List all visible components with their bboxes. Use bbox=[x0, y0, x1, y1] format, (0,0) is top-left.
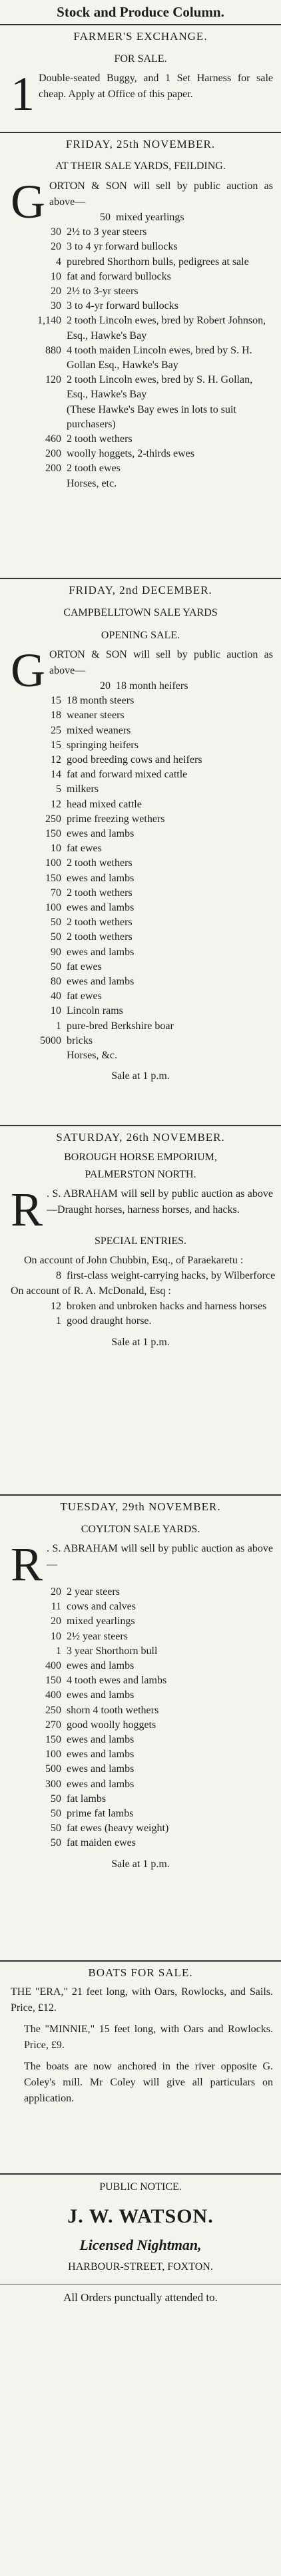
item-description: springing heifers bbox=[67, 739, 139, 751]
item-quantity: 20 bbox=[51, 1586, 61, 1598]
coylton-sale-time: Sale at 1 p.m. bbox=[111, 1858, 170, 1870]
item-quantity: 30 bbox=[51, 300, 61, 312]
boats-para-2: The "MINNIE," 15 feet long, with Oars and Rowlocks. Price, £9. bbox=[24, 2024, 273, 2051]
feilding-sale-ad bbox=[0, 132, 281, 578]
list-item bbox=[0, 1836, 281, 1850]
item-quantity: 50 bbox=[51, 931, 61, 943]
notice-trade: Licensed Nightman, bbox=[79, 2237, 202, 2253]
item-description: Horses, etc. bbox=[67, 477, 117, 489]
list-item bbox=[0, 1659, 281, 1673]
list-item bbox=[0, 930, 281, 945]
borough-items-2 bbox=[0, 1299, 281, 1329]
item-quantity: 5000 bbox=[40, 1034, 61, 1046]
item-description: mixed weaners bbox=[67, 724, 131, 736]
coylton-intro: . S. ABRAHAM will sell by public auction as above— bbox=[47, 1543, 273, 1570]
item-quantity: 100 bbox=[45, 857, 61, 869]
item-description: 2 tooth wethers bbox=[67, 887, 133, 899]
item-quantity bbox=[0, 403, 67, 432]
item-quantity: 1 bbox=[56, 1645, 61, 1657]
item-description: head mixed cattle bbox=[67, 798, 142, 810]
list-item bbox=[0, 343, 281, 373]
list-item bbox=[0, 477, 281, 491]
notice-heading: PUBLIC NOTICE. bbox=[99, 2181, 182, 2193]
farmers-body bbox=[0, 67, 281, 120]
item-quantity: 20 bbox=[100, 680, 111, 692]
farmers-heading: FARMER'S EXCHANGE. bbox=[73, 30, 208, 43]
item-quantity: 4 bbox=[56, 256, 61, 268]
item-description: ewes and lambs bbox=[67, 1689, 135, 1701]
item-description: Lincoln rams bbox=[67, 1005, 123, 1017]
list-item bbox=[0, 447, 281, 461]
list-item bbox=[0, 1703, 281, 1718]
campbelltown-sale-ad bbox=[0, 578, 281, 1125]
list-item bbox=[0, 1673, 281, 1688]
item-quantity: 90 bbox=[51, 946, 61, 958]
list-item bbox=[0, 989, 281, 1004]
list-item bbox=[0, 1034, 281, 1048]
item-quantity: 500 bbox=[45, 1763, 61, 1775]
list-item bbox=[49, 210, 281, 225]
borough-sale-ad bbox=[0, 1125, 281, 1494]
boats-para-3: The boats are now anchored in the river opposite G. Coley's mill. Mr Coley will give all particulars on application. bbox=[24, 2061, 273, 2104]
campbelltown-drop-cap: G bbox=[11, 644, 45, 697]
notice-footer: All Orders punctually attended to. bbox=[63, 2291, 218, 2304]
item-quantity: 5 bbox=[56, 783, 61, 795]
list-item bbox=[0, 284, 281, 299]
coylton-place: COYLTON SALE YARDS. bbox=[81, 1524, 200, 1535]
item-description: mixed yearlings bbox=[116, 212, 184, 223]
item-description: bricks bbox=[67, 1034, 93, 1046]
list-item bbox=[0, 1299, 281, 1314]
borough-place-1: BOROUGH HORSE EMPORIUM, bbox=[64, 1152, 217, 1163]
item-description: 4 tooth ewes and lambs bbox=[67, 1675, 167, 1687]
farmers-exchange-ad bbox=[0, 24, 281, 132]
list-item bbox=[0, 1688, 281, 1703]
item-quantity: 50 bbox=[51, 961, 61, 972]
list-item bbox=[0, 1004, 281, 1018]
item-description: 2 tooth wethers bbox=[67, 917, 133, 929]
feilding-date: FRIDAY, 25th NOVEMBER. bbox=[65, 138, 216, 150]
item-quantity: 20 bbox=[51, 286, 61, 298]
borough-account-1: On account of John Chubbin, Esq., of Paraekaretu : bbox=[24, 1255, 244, 1266]
item-description: 3 to 4-yr forward bullocks bbox=[67, 300, 178, 312]
item-quantity: 200 bbox=[45, 448, 61, 460]
list-item bbox=[0, 1629, 281, 1644]
item-quantity: 12 bbox=[51, 1301, 61, 1313]
item-quantity: 1 bbox=[56, 1315, 61, 1327]
item-description: 2 tooth wethers bbox=[67, 857, 133, 869]
item-description: 2 tooth wethers bbox=[67, 433, 133, 445]
list-item bbox=[0, 694, 281, 708]
borough-drop-cap: R bbox=[11, 1183, 43, 1236]
list-item bbox=[0, 314, 281, 343]
item-description: ewes and lambs bbox=[67, 902, 135, 914]
list-item bbox=[0, 871, 281, 886]
campbelltown-intro: ORTON & SON will sell by public auction as above— bbox=[49, 649, 273, 676]
list-item bbox=[0, 767, 281, 782]
item-quantity: 880 bbox=[45, 344, 61, 356]
item-quantity: 8 bbox=[56, 1270, 61, 1281]
list-item bbox=[0, 1762, 281, 1777]
coylton-intro-block bbox=[0, 1538, 281, 1591]
item-description: first-class weight-carrying hacks, by Wilberforce bbox=[67, 1270, 276, 1281]
list-item bbox=[0, 797, 281, 812]
item-quantity: 150 bbox=[45, 872, 61, 884]
item-quantity: 250 bbox=[45, 813, 61, 825]
item-quantity: 100 bbox=[45, 902, 61, 914]
list-item bbox=[0, 225, 281, 240]
list-item bbox=[0, 1644, 281, 1659]
item-quantity: 20 bbox=[51, 1615, 61, 1627]
item-description: 2½ year steers bbox=[67, 1630, 128, 1642]
item-quantity: 14 bbox=[51, 769, 61, 781]
item-description: ewes and lambs bbox=[67, 976, 135, 988]
item-description: 2 tooth wethers bbox=[67, 931, 133, 943]
item-quantity: 12 bbox=[51, 754, 61, 766]
item-description: fat and forward mixed cattle bbox=[67, 769, 188, 781]
boats-ad bbox=[0, 1960, 281, 2173]
item-quantity: 150 bbox=[45, 1734, 61, 1746]
coylton-drop-cap: R bbox=[11, 1538, 43, 1591]
item-description: 3 to 4 yr forward bullocks bbox=[67, 241, 178, 253]
list-item bbox=[0, 270, 281, 284]
list-item bbox=[0, 403, 281, 432]
borough-special: SPECIAL ENTRIES. bbox=[94, 1235, 187, 1247]
list-item bbox=[0, 240, 281, 254]
item-quantity: 10 bbox=[51, 843, 61, 855]
item-quantity bbox=[0, 1048, 67, 1063]
list-item bbox=[0, 724, 281, 738]
borough-date: SATURDAY, 26th NOVEMBER. bbox=[56, 1131, 225, 1144]
list-item bbox=[0, 856, 281, 871]
item-description: Horses, &c. bbox=[67, 1050, 117, 1062]
boats-para-1: THE "ERA," 21 feet long, with Oars, Rowlocks, and Sails. Price, £12. bbox=[11, 1986, 273, 2014]
list-item bbox=[0, 753, 281, 767]
column-title: Stock and Produce Column. bbox=[57, 4, 224, 20]
item-description: ewes and lambs bbox=[67, 1660, 135, 1672]
list-item bbox=[0, 1614, 281, 1629]
item-quantity: 15 bbox=[51, 695, 61, 707]
item-quantity: 270 bbox=[45, 1719, 61, 1731]
item-quantity: 15 bbox=[51, 739, 61, 751]
item-quantity: 10 bbox=[51, 1630, 61, 1642]
borough-sale-time: Sale at 1 p.m. bbox=[111, 1336, 170, 1348]
feilding-drop-cap: G bbox=[11, 175, 45, 228]
item-description: prime freezing wethers bbox=[67, 813, 165, 825]
list-item bbox=[0, 1733, 281, 1747]
list-item bbox=[0, 373, 281, 402]
campbelltown-items bbox=[0, 679, 281, 1063]
item-quantity: 50 bbox=[100, 212, 111, 223]
item-quantity: 100 bbox=[45, 1749, 61, 1761]
list-item bbox=[0, 1718, 281, 1733]
item-quantity: 20 bbox=[51, 241, 61, 253]
list-item bbox=[0, 886, 281, 901]
list-item bbox=[0, 432, 281, 447]
borough-account-2: On account of R. A. McDonald, Esq : bbox=[11, 1285, 171, 1297]
list-item bbox=[0, 1600, 281, 1614]
list-item bbox=[0, 1585, 281, 1600]
list-item bbox=[0, 461, 281, 476]
item-quantity: 400 bbox=[45, 1689, 61, 1701]
item-description: good draught horse. bbox=[67, 1315, 152, 1327]
item-quantity: 50 bbox=[51, 1793, 61, 1805]
item-quantity: 10 bbox=[51, 1005, 61, 1017]
list-item bbox=[0, 1807, 281, 1821]
list-item bbox=[0, 1747, 281, 1762]
boats-heading: BOATS FOR SALE. bbox=[88, 1966, 193, 1979]
item-quantity: 460 bbox=[45, 433, 61, 445]
item-description: 2 year steers bbox=[67, 1586, 120, 1598]
item-description: 18 month heifers bbox=[116, 680, 188, 692]
item-description: weaner steers bbox=[67, 710, 125, 722]
item-description: good breeding cows and heifers bbox=[67, 754, 202, 766]
item-description: fat maiden ewes bbox=[67, 1837, 136, 1849]
borough-items-1 bbox=[0, 1269, 281, 1283]
item-quantity: 12 bbox=[51, 798, 61, 810]
list-item bbox=[0, 812, 281, 827]
campbelltown-sale-time: Sale at 1 p.m. bbox=[111, 1070, 170, 1082]
list-item bbox=[0, 827, 281, 841]
campbelltown-sub: OPENING SALE. bbox=[101, 630, 180, 641]
list-item bbox=[0, 960, 281, 974]
item-quantity: 50 bbox=[51, 1837, 61, 1849]
item-description: 2½ to 3-yr steers bbox=[67, 286, 139, 298]
item-quantity: 50 bbox=[51, 917, 61, 929]
item-quantity: 250 bbox=[45, 1704, 61, 1716]
list-item bbox=[0, 915, 281, 930]
item-quantity: 40 bbox=[51, 990, 61, 1002]
coylton-date: TUESDAY, 29th NOVEMBER. bbox=[60, 1500, 221, 1513]
borough-place-2: PALMERSTON NORTH. bbox=[85, 1169, 196, 1180]
item-quantity: 300 bbox=[45, 1778, 61, 1790]
list-item bbox=[0, 299, 281, 314]
list-item bbox=[0, 1821, 281, 1836]
item-quantity: 120 bbox=[45, 374, 61, 386]
list-item bbox=[0, 901, 281, 915]
item-quantity: 50 bbox=[51, 1808, 61, 1820]
item-quantity: 150 bbox=[45, 1675, 61, 1687]
item-description: fat ewes bbox=[67, 961, 102, 972]
campbelltown-date: FRIDAY, 2nd DECEMBER. bbox=[69, 584, 212, 596]
list-item bbox=[49, 679, 281, 694]
item-description: 18 month steers bbox=[67, 695, 135, 707]
item-description: woolly hoggets, 2-thirds ewes bbox=[67, 448, 194, 460]
farmers-drop-cap: 1 bbox=[11, 67, 35, 120]
notice-name: J. W. WATSON. bbox=[67, 2205, 214, 2227]
coylton-sale-ad bbox=[0, 1494, 281, 1960]
list-item bbox=[0, 1048, 281, 1063]
item-quantity: 30 bbox=[51, 226, 61, 238]
farmers-text: Double-seated Buggy, and 1 Set Harness for sale cheap. Apply at Office of this paper. bbox=[39, 73, 273, 100]
item-description: ewes and lambs bbox=[67, 946, 135, 958]
item-description: ewes and lambs bbox=[67, 828, 135, 840]
item-quantity: 400 bbox=[45, 1660, 61, 1672]
item-description: mixed yearlings bbox=[67, 1615, 135, 1627]
list-item bbox=[0, 782, 281, 797]
item-description: good woolly hoggets bbox=[67, 1719, 156, 1731]
item-description: ewes and lambs bbox=[67, 1734, 135, 1746]
item-description: cows and calves bbox=[67, 1601, 136, 1613]
public-notice-ad bbox=[0, 2173, 281, 2333]
notice-address: HARBOUR-STREET, FOXTON. bbox=[68, 2261, 213, 2272]
item-quantity: 80 bbox=[51, 976, 61, 988]
item-description: milkers bbox=[67, 783, 99, 795]
item-description: purebred Shorthorn bulls, pedigrees at sale bbox=[67, 256, 249, 268]
item-description: shorn 4 tooth wethers bbox=[67, 1704, 159, 1716]
item-quantity: 18 bbox=[51, 710, 61, 722]
coylton-items bbox=[0, 1585, 281, 1851]
item-description: fat lambs bbox=[67, 1793, 107, 1805]
item-description: ewes and lambs bbox=[67, 1749, 135, 1761]
list-item bbox=[0, 708, 281, 723]
item-description: fat ewes bbox=[67, 990, 102, 1002]
item-description: broken and unbroken hacks and harness horses bbox=[67, 1301, 267, 1313]
list-item bbox=[0, 738, 281, 753]
list-item bbox=[0, 255, 281, 270]
item-quantity: 25 bbox=[51, 724, 61, 736]
item-description: 3 year Shorthorn bull bbox=[67, 1645, 158, 1657]
item-description: ewes and lambs bbox=[67, 1778, 135, 1790]
item-quantity: 150 bbox=[45, 828, 61, 840]
feilding-items bbox=[0, 210, 281, 491]
borough-intro: . S. ABRAHAM will sell by public auction as above—Draught horses, harness horses, and hacks. bbox=[47, 1188, 273, 1215]
list-item bbox=[0, 841, 281, 856]
feilding-place: AT THEIR SALE YARDS, FEILDING. bbox=[55, 160, 226, 172]
item-quantity: 1,140 bbox=[37, 315, 61, 327]
farmers-sub: FOR SALE. bbox=[114, 53, 167, 65]
item-description: (These Hawke's Bay ewes in lots to suit purchasers) bbox=[67, 403, 236, 430]
item-description: 2 tooth Lincoln ewes, bred by S. H. Gollan, Esq., Hawke's Bay bbox=[67, 374, 253, 401]
campbelltown-place: CAMPBELLTOWN SALE YARDS bbox=[63, 607, 218, 618]
item-quantity: 11 bbox=[51, 1601, 61, 1613]
item-description: fat ewes (heavy weight) bbox=[67, 1823, 169, 1834]
item-description: prime fat lambs bbox=[67, 1808, 134, 1820]
list-item bbox=[0, 974, 281, 989]
list-item bbox=[0, 945, 281, 960]
item-quantity: 50 bbox=[51, 1823, 61, 1834]
item-description: 2 tooth Lincoln ewes, bred by Robert Johnson, Esq., Hawke's Bay bbox=[67, 315, 266, 341]
list-item bbox=[0, 1792, 281, 1807]
list-item bbox=[0, 1019, 281, 1034]
item-description: 4 tooth maiden Lincoln ewes, bred by S. H. Gollan Esq., Hawke's Bay bbox=[67, 344, 252, 371]
item-description: ewes and lambs bbox=[67, 1763, 135, 1775]
item-quantity: 200 bbox=[45, 463, 61, 475]
borough-intro-block bbox=[0, 1183, 281, 1236]
item-description: 2 tooth ewes bbox=[67, 463, 121, 475]
list-item bbox=[0, 1269, 281, 1283]
list-item bbox=[0, 1777, 281, 1792]
item-quantity: 1 bbox=[56, 1020, 61, 1032]
list-item bbox=[0, 1314, 281, 1329]
item-description: pure-bred Berkshire boar bbox=[67, 1020, 174, 1032]
item-quantity bbox=[0, 477, 67, 491]
item-quantity: 70 bbox=[51, 887, 61, 899]
feilding-intro: ORTON & SON will sell by public auction as above— bbox=[49, 180, 273, 208]
item-description: fat ewes bbox=[67, 843, 102, 855]
item-description: ewes and lambs bbox=[67, 872, 135, 884]
item-description: 2½ to 3 year steers bbox=[67, 226, 147, 238]
item-description: fat and forward bullocks bbox=[67, 270, 171, 282]
item-quantity: 10 bbox=[51, 270, 61, 282]
